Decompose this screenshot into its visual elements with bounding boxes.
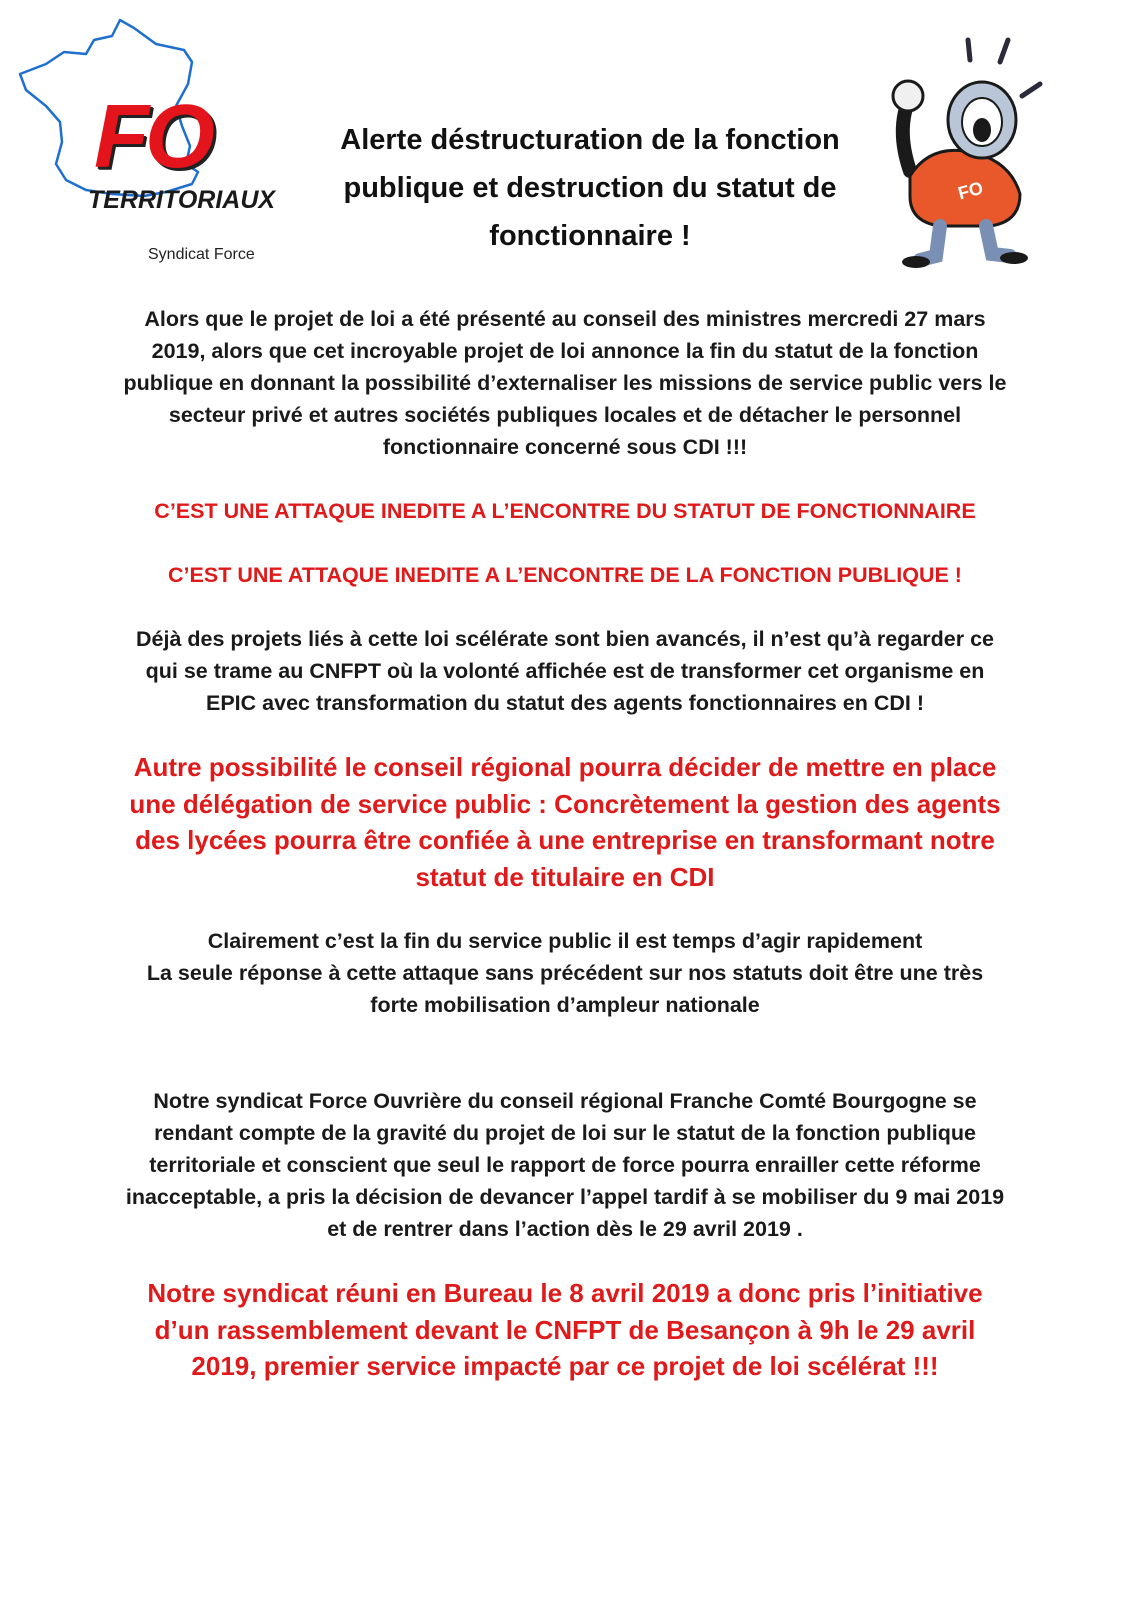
protest-mascot-icon xyxy=(870,26,1060,276)
logo-territoriaux-text: TERRITORIAUX xyxy=(88,186,276,214)
mascot-badge-text: FO xyxy=(955,177,986,204)
paragraph-regional-delegation: Autre possibilité le conseil régional pourra décider de mettre en place une délégation de service public : Concrètement la gestion des agents des lycées pourra être confiée à une entreprise en transformant notre statut de titulaire en CDI xyxy=(129,752,1001,892)
fo-territoriaux-logo xyxy=(16,14,276,264)
paragraph-rally-call: Notre syndicat réuni en Bureau le 8 avril 2019 a donc pris l’initiative d’un rassemblement devant le CNFPT de Besançon à 9h le 29 avril 2019, premier service impacté par ce projet de loi scélérat !!! xyxy=(147,1278,983,1381)
page-title: Alerte déstructuration de la fonction publique et destruction du statut de fonctionnaire ! xyxy=(340,124,840,252)
paragraph-national-mobilisation: La seule réponse à cette attaque sans précédent sur nos statuts doit être une très forte mobilisation d’ampleur nationale xyxy=(146,961,984,1017)
document-body xyxy=(120,303,1010,1385)
alert-statut-heading: C’EST UNE ATTAQUE INEDITE A L’ENCONTRE DU STATUT DE FONCTIONNAIRE xyxy=(154,499,976,523)
paragraph-intro: Alors que le projet de loi a été présenté au conseil des ministres mercredi 27 mars 2019, alors que cet incroyable projet de loi annonce la fin du statut de la fonction publique en donnant la possibilité d’externaliser les missions de service public vers le secteur privé et autres sociétés publiques locales et de détacher le personnel fonctionnaire concerné sous CDI !!! xyxy=(123,307,1007,459)
syndicate-label: Syndicat Force xyxy=(148,246,255,263)
mascot-illustration xyxy=(870,26,1060,276)
paragraph-cnfpt-projects: Déjà des projets liés à cette loi scélérate sont bien avancés, il n’est qu’à regarder ce qui se trame au CNFPT où la volonté affichée est de transformer cet organisme en EPIC avec transformation du statut des agents fonctionnaires en CDI ! xyxy=(136,627,994,715)
alert-fonction-publique-heading: C’EST UNE ATTAQUE INEDITE A L’ENCONTRE DE LA FONCTION PUBLIQUE ! xyxy=(168,563,962,587)
paragraph-union-decision: Notre syndicat Force Ouvrière du conseil régional Franche Comté Bourgogne se rendant compte de la gravité du projet de loi sur le statut de la fonction publique territoriale et conscient que seul le rapport de force pourra enrailler cette réforme inacceptable, a pris la décision de devancer l’appel tardif à se mobiliser du 9 mai 2019 et de rentrer dans l’action dès le 29 avril 2019 . xyxy=(125,1089,1005,1241)
paragraph-end-public-service: Clairement c’est la fin du service public il est temps d’agir rapidement xyxy=(207,929,923,953)
logo-fo-text: FO xyxy=(94,87,211,187)
